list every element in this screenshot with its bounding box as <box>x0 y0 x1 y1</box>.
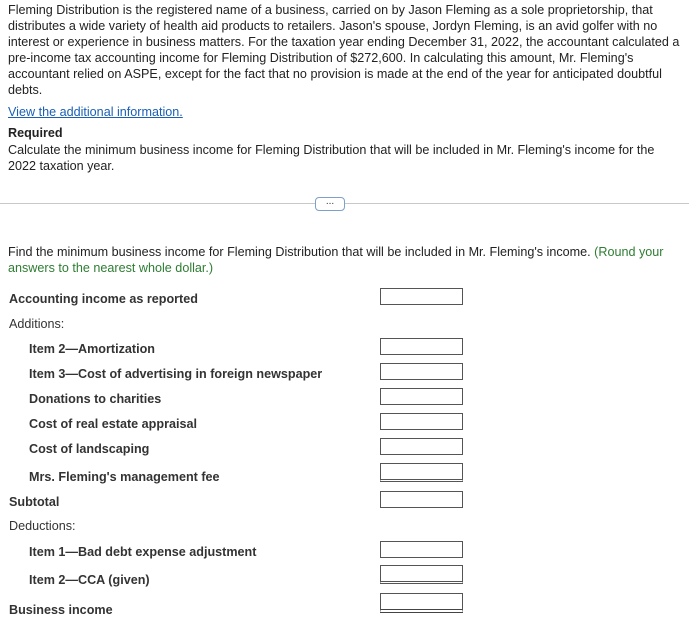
required-text: Calculate the minimum business income for Fleming Distribution that will be included in Mr. Fleming's income for the 2022 taxation year. <box>8 143 655 173</box>
addition-item-landscaping-label: Cost of landscaping <box>29 442 150 456</box>
business-income-label: Business income <box>9 603 113 617</box>
subtotal-input[interactable] <box>380 491 463 508</box>
addition-item-appraisal-input[interactable] <box>380 413 463 430</box>
additions-label: Additions: <box>9 317 65 331</box>
addition-item-amortization-input[interactable] <box>380 338 463 355</box>
deduction-item-cca-input[interactable] <box>380 565 463 584</box>
addition-item-appraisal-label: Cost of real estate appraisal <box>29 417 197 431</box>
instruction <box>8 244 683 276</box>
subtotal-label: Subtotal <box>9 495 60 509</box>
problem-intro: Fleming Distribution is the registered name of a business, carried on by Jason Fleming as a sole proprietorship, that distributes a wide variety of health aid products to retailers. Jason's spouse, Jordyn Fleming, is an avid golfer with no interest or experience in business matters. For the taxation year ending December 31, 2022, the accountant calculated a pre-income tax accounting income for Fleming Distribution of $272,600. In calculating this amount, Mr. Fleming's accountant relied on ASPE, except for the fact that no provision is made at the end of the year for anticipated doubtful debts. <box>8 3 680 97</box>
deduction-item-cca-label: Item 2—CCA (given) <box>29 573 150 587</box>
addition-item-management-fee-label: Mrs. Fleming's management fee <box>29 470 220 484</box>
deductions-label: Deductions: <box>9 519 76 533</box>
accounting-income-label: Accounting income as reported <box>9 292 198 306</box>
view-additional-info-link[interactable]: View the additional information. <box>8 105 183 119</box>
addition-item-advertising-input[interactable] <box>380 363 463 380</box>
business-income-input[interactable] <box>380 593 463 613</box>
expand-button[interactable]: ... <box>315 197 345 211</box>
addition-item-management-fee-input[interactable] <box>380 463 463 482</box>
deduction-item-bad-debt-input[interactable] <box>380 541 463 558</box>
accounting-income-input[interactable] <box>380 288 463 305</box>
required-heading: Required <box>8 126 63 140</box>
instruction-hint: (Round your answers to the nearest whole dollar.) <box>8 245 664 275</box>
addition-item-advertising-label: Item 3—Cost of advertising in foreign newspaper <box>29 367 323 381</box>
addition-item-donations-label: Donations to charities <box>29 392 162 406</box>
addition-item-donations-input[interactable] <box>380 388 463 405</box>
deduction-item-bad-debt-label: Item 1—Bad debt expense adjustment <box>29 545 257 559</box>
addition-item-amortization-label: Item 2—Amortization <box>29 342 155 356</box>
addition-item-landscaping-input[interactable] <box>380 438 463 455</box>
instruction-text: Find the minimum business income for Fleming Distribution that will be included in Mr. Fleming's income. <box>8 245 591 259</box>
